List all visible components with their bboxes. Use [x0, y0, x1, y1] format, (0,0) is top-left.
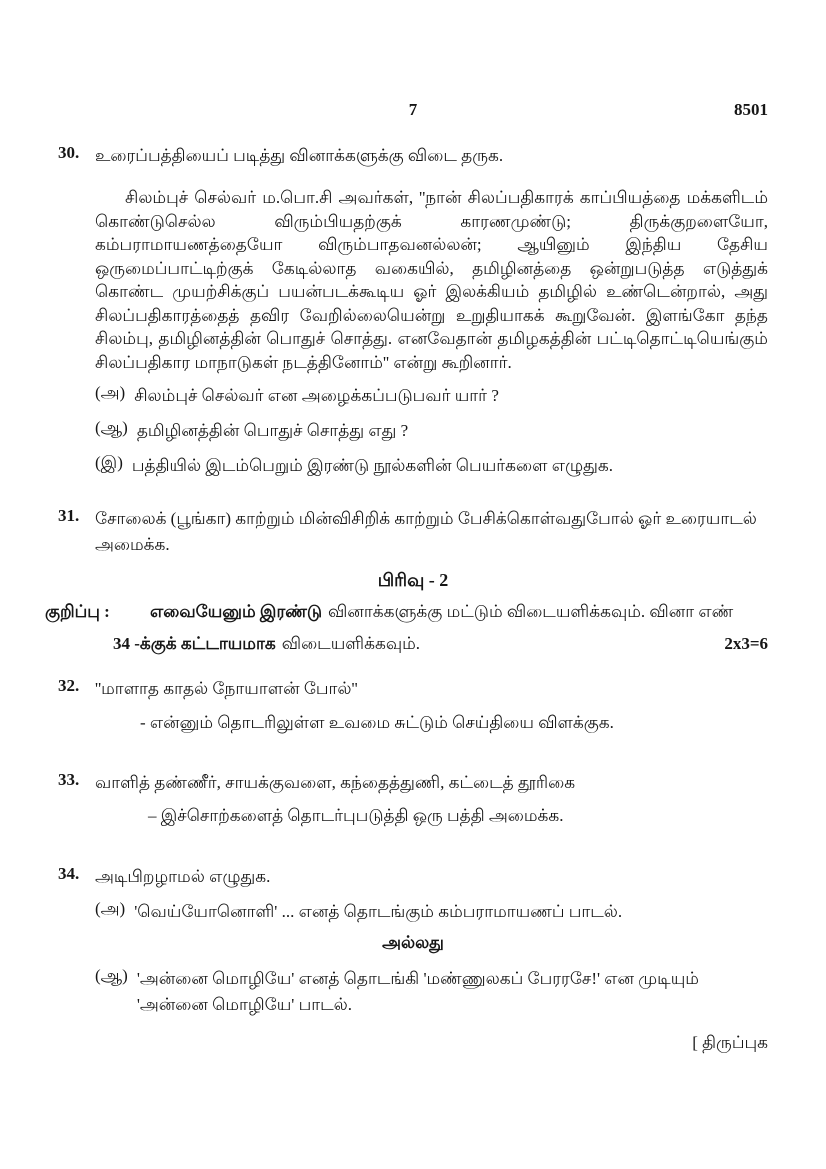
or-divider: அல்லது: [382, 933, 444, 952]
note-line-1: [150, 602, 768, 624]
question-34-number: 34.: [58, 864, 80, 883]
section-2-title: பிரிவு - 2: [377, 570, 449, 590]
option-a-label: (அ): [95, 899, 126, 918]
question-34-text: அடிபிறழாமல் எழுதுக.: [95, 867, 271, 886]
question-33: [58, 770, 768, 796]
paper-code: 8501: [734, 100, 768, 119]
question-31: [58, 506, 768, 558]
question-34-option-a: [95, 899, 768, 925]
question-33-words: வாளித் தண்ணீர், சாயக்குவளை, கந்தைத்துணி, கட்டைத் தூரிகை: [95, 773, 576, 792]
note-text-1: வினாக்களுக்கு மட்டும் விடையளிக்கவும். வினா எண்: [328, 602, 734, 621]
question-33-number: 33.: [58, 770, 80, 789]
question-34-option-b: [95, 966, 768, 1018]
question-30-passage: சிலம்புச் செல்வர் ம.பொ.சி அவர்கள், ''நான் சிலப்பதிகாரக் காப்பியத்தை மக்களிடம் கொண்டுசெல்ல விரும்பியதற்குக் காரணமுண்டு; திருக்குறளையோ, கம்பராமாயணத்தையோ விரும்பாதவனல்லன்; ஆயினும் இந்திய தேசிய ஒருமைப்பாட்டிற்குக் கேடில்லாத வகையில், தமிழினத்தை ஒன்றுபடுத்த எடுத்துக் கொண்ட முயற்சிக்குப் பயன்படக்கூடிய ஓர் இலக்கியம் தமிழில் உண்டென்றால், அது சிலப்பதிகாரத்தைத் தவிர வேறில்லையென்று உறுதியாகக் கூறுவேன். இளங்கோ தந்த சிலம்பு, தமிழினத்தின் பொதுச் சொத்து. எனவேதான் தமிழகத்தின் பட்டிதொட்டியெங்கும் சிலப்பதிகார மாநாடுகள் நடத்தினோம்'' என்று கூறினார்.: [95, 188, 769, 372]
note-line-2: [113, 634, 768, 656]
question-32-text: - என்னும் தொடரிலுள்ள உவமை சுட்டும் செய்தியை விளக்குக.: [140, 713, 614, 732]
sub-a-text: சிலம்புச் செல்வர் என அழைக்கப்படுபவர் யார் ?: [134, 386, 499, 405]
question-33-text: – இச்சொற்களைத் தொடர்புபடுத்தி ஒரு பத்தி அமைக்க.: [148, 806, 564, 825]
question-30-number: 30.: [58, 143, 80, 162]
sub-i-text: பத்தியில் இடம்பெறும் இரண்டு நூல்களின் பெயர்களை எழுதுக.: [131, 456, 614, 475]
question-31-text: சோலைக் (பூங்கா) காற்றும் மின்விசிறிக் காற்றும் பேசிக்கொள்வதுபோல் ஓர் உரையாடல் அமைக்க.: [95, 509, 757, 554]
note-bold-1: எவையேனும் இரண்டு: [150, 602, 323, 621]
question-34: [58, 864, 768, 890]
sub-aa-label: (ஆ): [95, 418, 128, 437]
page-number: 7: [408, 100, 418, 119]
question-32-quote: ''மாளாத காதல் நோயாளன் போல்'': [95, 679, 358, 698]
sub-i-label: (இ): [95, 453, 123, 472]
question-32: [58, 676, 768, 702]
page-header: [58, 100, 768, 124]
question-30-sub-a: [95, 383, 768, 409]
question-30-sub-aa: [95, 418, 768, 444]
option-a-text: 'வெய்யோனொளி' ... எனத் தொடங்கும் கம்பராமாயணப் பாடல்.: [134, 902, 623, 921]
option-b-label: (ஆ): [95, 966, 128, 985]
sub-aa-text: தமிழினத்தின் பொதுச் சொத்து எது ?: [136, 421, 409, 440]
note-text-2: விடையளிக்கவும்.: [281, 634, 421, 653]
option-b-text: 'அன்னை மொழியே' எனத் தொடங்கி 'மண்ணுலகப் பேரரசே!' என முடியும் 'அன்னை மொழியே' பாடல்.: [136, 969, 699, 1014]
question-30-sub-i: [95, 453, 768, 479]
note-bold-2: 34 -க்குக் கட்டாயமாக: [113, 634, 276, 653]
question-32-number: 32.: [58, 676, 80, 695]
marks-badge: 2x3=6: [724, 634, 768, 653]
note-label: குறிப்பு :: [45, 602, 110, 621]
question-30: [58, 143, 768, 169]
turn-over-note: [ திருப்புக: [692, 1033, 768, 1052]
sub-a-label: (அ): [95, 383, 126, 402]
question-30-text: உரைப்பத்தியைப் படித்து வினாக்களுக்கு விடை தருக.: [95, 146, 504, 165]
question-31-number: 31.: [58, 506, 80, 525]
